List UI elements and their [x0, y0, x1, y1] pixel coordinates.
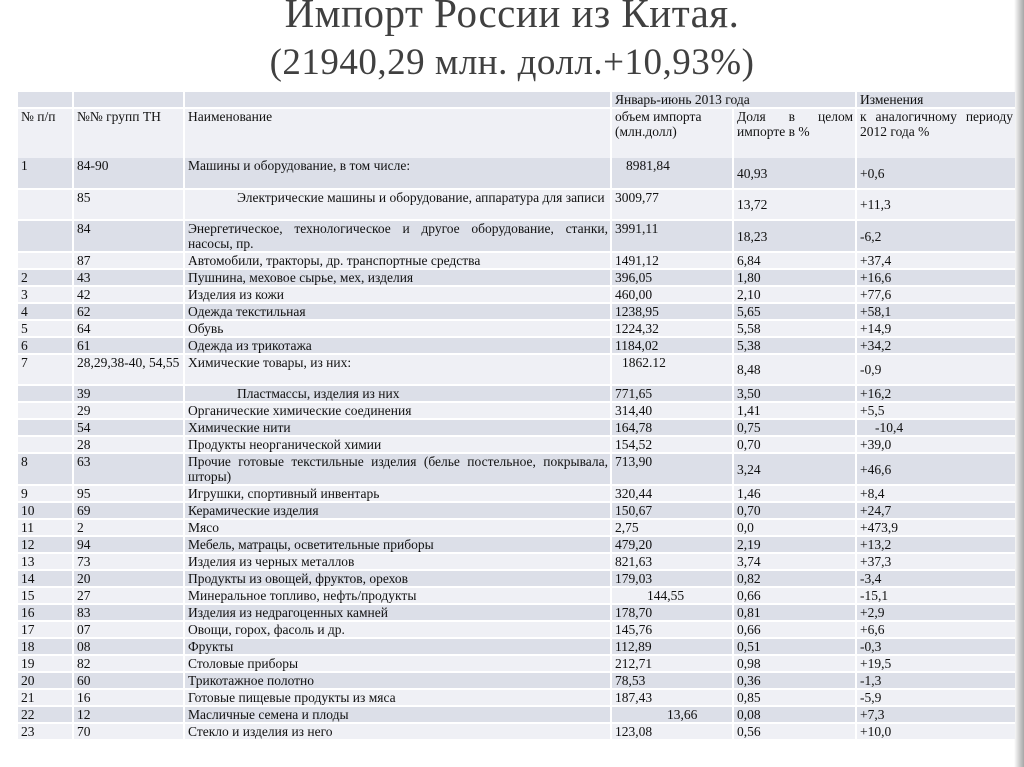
- row-share: 18,23: [733, 220, 856, 252]
- row-change: +19,5: [856, 655, 1015, 672]
- row-group: 42: [73, 286, 184, 303]
- row-change: +37,3: [856, 553, 1015, 570]
- row-change: +10,0: [856, 723, 1015, 739]
- row-volume: 821,63: [611, 553, 733, 570]
- table-row: [18, 402, 1015, 419]
- header-groups: №№ групп ТН: [73, 108, 184, 158]
- row-group: 84: [73, 220, 184, 252]
- header-period: Январь-июнь 2013 года: [611, 92, 856, 108]
- row-number: 20: [18, 672, 73, 689]
- row-number: 6: [18, 337, 73, 354]
- row-group: 95: [73, 485, 184, 502]
- row-volume: 187,43: [611, 689, 733, 706]
- row-name: Пластмассы, изделия из них: [184, 385, 611, 402]
- row-number: 14: [18, 570, 73, 587]
- row-name: Столовые приборы: [184, 655, 611, 672]
- row-change: -15,1: [856, 587, 1015, 604]
- row-share: 0,82: [733, 570, 856, 587]
- row-group: 84-90: [73, 158, 184, 189]
- table-row: [18, 519, 1015, 536]
- row-volume: 713,90: [611, 453, 733, 485]
- row-share: 3,50: [733, 385, 856, 402]
- row-group: 60: [73, 672, 184, 689]
- row-name: Трикотажное полотно: [184, 672, 611, 689]
- row-group: 12: [73, 706, 184, 723]
- row-volume: 13,66: [611, 706, 733, 723]
- row-name: Электрические машины и оборудование, аппаратура для записи: [184, 189, 611, 220]
- row-volume: 212,71: [611, 655, 733, 672]
- header-row-top: [18, 92, 1015, 108]
- row-share: 1,41: [733, 402, 856, 419]
- table-row: [18, 638, 1015, 655]
- row-volume: 150,67: [611, 502, 733, 519]
- row-change: +0,6: [856, 158, 1015, 189]
- row-name: Энергетическое, технологическое и другое оборудование, станки, насосы, пр.: [184, 220, 611, 252]
- row-group: 61: [73, 337, 184, 354]
- row-group: 87: [73, 252, 184, 269]
- row-change: -3,4: [856, 570, 1015, 587]
- table-row: [18, 672, 1015, 689]
- table-row: [18, 252, 1015, 269]
- row-volume: 479,20: [611, 536, 733, 553]
- row-number: 3: [18, 286, 73, 303]
- row-volume: 1238,95: [611, 303, 733, 320]
- row-name: Фрукты: [184, 638, 611, 655]
- table-row: [18, 337, 1015, 354]
- row-share: 13,72: [733, 189, 856, 220]
- row-name: Химические нити: [184, 419, 611, 436]
- row-share: 40,93: [733, 158, 856, 189]
- row-number: 9: [18, 485, 73, 502]
- row-volume: 3009,77: [611, 189, 733, 220]
- row-share: 3,24: [733, 453, 856, 485]
- row-number: 19: [18, 655, 73, 672]
- row-number: 2: [18, 269, 73, 286]
- row-change: +16,6: [856, 269, 1015, 286]
- row-group: 83: [73, 604, 184, 621]
- row-group: 54: [73, 419, 184, 436]
- row-number: 23: [18, 723, 73, 739]
- row-group: 29: [73, 402, 184, 419]
- row-share: 0,70: [733, 502, 856, 519]
- table-row: [18, 604, 1015, 621]
- row-name: Машины и оборудование, в том числе:: [184, 158, 611, 189]
- row-share: 0,08: [733, 706, 856, 723]
- row-name: Овощи, горох, фасоль и др.: [184, 621, 611, 638]
- table-row: [18, 269, 1015, 286]
- row-change: -1,3: [856, 672, 1015, 689]
- row-volume: 145,76: [611, 621, 733, 638]
- row-change: +14,9: [856, 320, 1015, 337]
- row-change: -5,9: [856, 689, 1015, 706]
- row-volume: 112,89: [611, 638, 733, 655]
- row-change: +58,1: [856, 303, 1015, 320]
- table-row: [18, 320, 1015, 337]
- row-share: 1,80: [733, 269, 856, 286]
- table-row: [18, 436, 1015, 453]
- row-number: 22: [18, 706, 73, 723]
- row-group: 64: [73, 320, 184, 337]
- row-group: 85: [73, 189, 184, 220]
- row-group: 39: [73, 385, 184, 402]
- row-name: Изделия из черных металлов: [184, 553, 611, 570]
- import-table: [18, 92, 1015, 739]
- header-change-desc: к аналогичному периоду 2012 года %: [856, 108, 1015, 158]
- row-number: 5: [18, 320, 73, 337]
- row-change: -10,4: [856, 419, 1015, 436]
- header-changes: Изменения: [856, 92, 1015, 108]
- row-group: 62: [73, 303, 184, 320]
- row-group: 43: [73, 269, 184, 286]
- row-name: Прочие готовые текстильные изделия (белье постельное, покрывала, шторы): [184, 453, 611, 485]
- row-group: 20: [73, 570, 184, 587]
- row-change: +13,2: [856, 536, 1015, 553]
- table-row: [18, 303, 1015, 320]
- row-name: Стекло и изделия из него: [184, 723, 611, 739]
- row-volume: 144,55: [611, 587, 733, 604]
- slide-edge-shadow: [1014, 0, 1024, 767]
- row-volume: 460,00: [611, 286, 733, 303]
- table-row: [18, 587, 1015, 604]
- header-empty-cell: [184, 92, 611, 108]
- row-volume: 396,05: [611, 269, 733, 286]
- row-volume: 78,53: [611, 672, 733, 689]
- row-change: +77,6: [856, 286, 1015, 303]
- row-share: 0,85: [733, 689, 856, 706]
- row-name: Продукты неорганической химии: [184, 436, 611, 453]
- row-share: 5,38: [733, 337, 856, 354]
- table-row: [18, 419, 1015, 436]
- row-number: [18, 419, 73, 436]
- row-group: 82: [73, 655, 184, 672]
- row-volume: 2,75: [611, 519, 733, 536]
- row-name: Химические товары, из них:: [184, 354, 611, 385]
- table-row: [18, 220, 1015, 252]
- row-change: +8,4: [856, 485, 1015, 502]
- row-number: 21: [18, 689, 73, 706]
- row-group: 28: [73, 436, 184, 453]
- page-title: Импорт России из Китая.: [284, 0, 740, 36]
- header-empty-cell: [18, 92, 73, 108]
- row-change: +46,6: [856, 453, 1015, 485]
- row-change: +24,7: [856, 502, 1015, 519]
- row-share: 0,51: [733, 638, 856, 655]
- row-change: -0,9: [856, 354, 1015, 385]
- row-share: 5,65: [733, 303, 856, 320]
- header-row: [18, 108, 1015, 158]
- row-change: +2,9: [856, 604, 1015, 621]
- row-number: 7: [18, 354, 73, 385]
- row-share: 0,98: [733, 655, 856, 672]
- row-change: +37,4: [856, 252, 1015, 269]
- row-number: 16: [18, 604, 73, 621]
- row-group: 16: [73, 689, 184, 706]
- row-name: Игрушки, спортивный инвентарь: [184, 485, 611, 502]
- row-change: -0,3: [856, 638, 1015, 655]
- row-share: 0,81: [733, 604, 856, 621]
- row-number: [18, 436, 73, 453]
- page-subtitle: (21940,29 млн. долл.+10,93%): [269, 42, 755, 83]
- row-share: 0,70: [733, 436, 856, 453]
- header-num: № п/п: [18, 108, 73, 158]
- table-row: [18, 158, 1015, 189]
- row-group: 07: [73, 621, 184, 638]
- row-number: 12: [18, 536, 73, 553]
- row-volume: 1224,32: [611, 320, 733, 337]
- table-row: [18, 706, 1015, 723]
- row-change: +11,3: [856, 189, 1015, 220]
- row-volume: 179,03: [611, 570, 733, 587]
- row-volume: 771,65: [611, 385, 733, 402]
- table-row: [18, 354, 1015, 385]
- table-row: [18, 485, 1015, 502]
- row-name: Готовые пищевые продукты из мяса: [184, 689, 611, 706]
- row-group: 27: [73, 587, 184, 604]
- row-change: +6,6: [856, 621, 1015, 638]
- row-name: Пушнина, меховое сырье, мех, изделия: [184, 269, 611, 286]
- row-share: 2,19: [733, 536, 856, 553]
- row-group: 70: [73, 723, 184, 739]
- row-name: Керамические изделия: [184, 502, 611, 519]
- row-name: Минеральное топливо, нефть/продукты: [184, 587, 611, 604]
- row-number: 4: [18, 303, 73, 320]
- row-volume: 1862.12: [611, 354, 733, 385]
- row-number: [18, 220, 73, 252]
- table-row: [18, 385, 1015, 402]
- table-row: [18, 570, 1015, 587]
- row-name: Продукты из овощей, фруктов, орехов: [184, 570, 611, 587]
- row-group: 69: [73, 502, 184, 519]
- row-name: Мебель, матрацы, осветительные приборы: [184, 536, 611, 553]
- row-share: 1,46: [733, 485, 856, 502]
- table-row: [18, 189, 1015, 220]
- table-row: [18, 453, 1015, 485]
- row-share: 0,66: [733, 587, 856, 604]
- row-name: Изделия из недрагоценных камней: [184, 604, 611, 621]
- table-row: [18, 553, 1015, 570]
- row-name: Масличные семена и плоды: [184, 706, 611, 723]
- row-change: +39,0: [856, 436, 1015, 453]
- table-row: [18, 723, 1015, 739]
- row-name: Мясо: [184, 519, 611, 536]
- row-volume: 8981,84: [611, 158, 733, 189]
- row-share: 3,74: [733, 553, 856, 570]
- row-group: 2: [73, 519, 184, 536]
- row-group: 08: [73, 638, 184, 655]
- row-volume: 154,52: [611, 436, 733, 453]
- row-number: 1: [18, 158, 73, 189]
- row-share: 0,56: [733, 723, 856, 739]
- row-number: 17: [18, 621, 73, 638]
- header-empty-cell: [73, 92, 184, 108]
- row-number: [18, 252, 73, 269]
- row-volume: 3991,11: [611, 220, 733, 252]
- row-number: 15: [18, 587, 73, 604]
- row-name: Автомобили, тракторы, др. транспортные средства: [184, 252, 611, 269]
- row-volume: 178,70: [611, 604, 733, 621]
- row-volume: 1184,02: [611, 337, 733, 354]
- row-share: 2,10: [733, 286, 856, 303]
- row-change: +7,3: [856, 706, 1015, 723]
- row-number: [18, 385, 73, 402]
- row-number: 18: [18, 638, 73, 655]
- row-share: 0,66: [733, 621, 856, 638]
- row-volume: 1491,12: [611, 252, 733, 269]
- row-change: +16,2: [856, 385, 1015, 402]
- row-volume: 123,08: [611, 723, 733, 739]
- row-share: 6,84: [733, 252, 856, 269]
- row-number: [18, 189, 73, 220]
- row-change: +473,9: [856, 519, 1015, 536]
- row-number: 10: [18, 502, 73, 519]
- row-name: Обувь: [184, 320, 611, 337]
- table-row: [18, 502, 1015, 519]
- row-volume: 164,78: [611, 419, 733, 436]
- table-row: [18, 621, 1015, 638]
- row-group: 63: [73, 453, 184, 485]
- row-share: 0,36: [733, 672, 856, 689]
- header-volume: объем импорта (млн.долл): [611, 108, 733, 158]
- table-row: [18, 655, 1015, 672]
- row-number: 13: [18, 553, 73, 570]
- row-share: 0,75: [733, 419, 856, 436]
- header-share: Доля в целом импорте в %: [733, 108, 856, 158]
- row-name: Одежда текстильная: [184, 303, 611, 320]
- row-change: +5,5: [856, 402, 1015, 419]
- row-number: 8: [18, 453, 73, 485]
- table-row: [18, 536, 1015, 553]
- row-number: 11: [18, 519, 73, 536]
- row-volume: 320,44: [611, 485, 733, 502]
- row-name: Одежда из трикотажа: [184, 337, 611, 354]
- table-row: [18, 689, 1015, 706]
- row-share: 0,0: [733, 519, 856, 536]
- row-change: +34,2: [856, 337, 1015, 354]
- row-share: 8,48: [733, 354, 856, 385]
- row-change: -6,2: [856, 220, 1015, 252]
- row-share: 5,58: [733, 320, 856, 337]
- table-row: [18, 286, 1015, 303]
- row-volume: 314,40: [611, 402, 733, 419]
- row-number: [18, 402, 73, 419]
- row-group: 28,29,38-40, 54,55: [73, 354, 184, 385]
- row-group: 73: [73, 553, 184, 570]
- row-name: Изделия из кожи: [184, 286, 611, 303]
- row-name: Органические химические соединения: [184, 402, 611, 419]
- row-group: 94: [73, 536, 184, 553]
- header-name: Наименование: [184, 108, 611, 158]
